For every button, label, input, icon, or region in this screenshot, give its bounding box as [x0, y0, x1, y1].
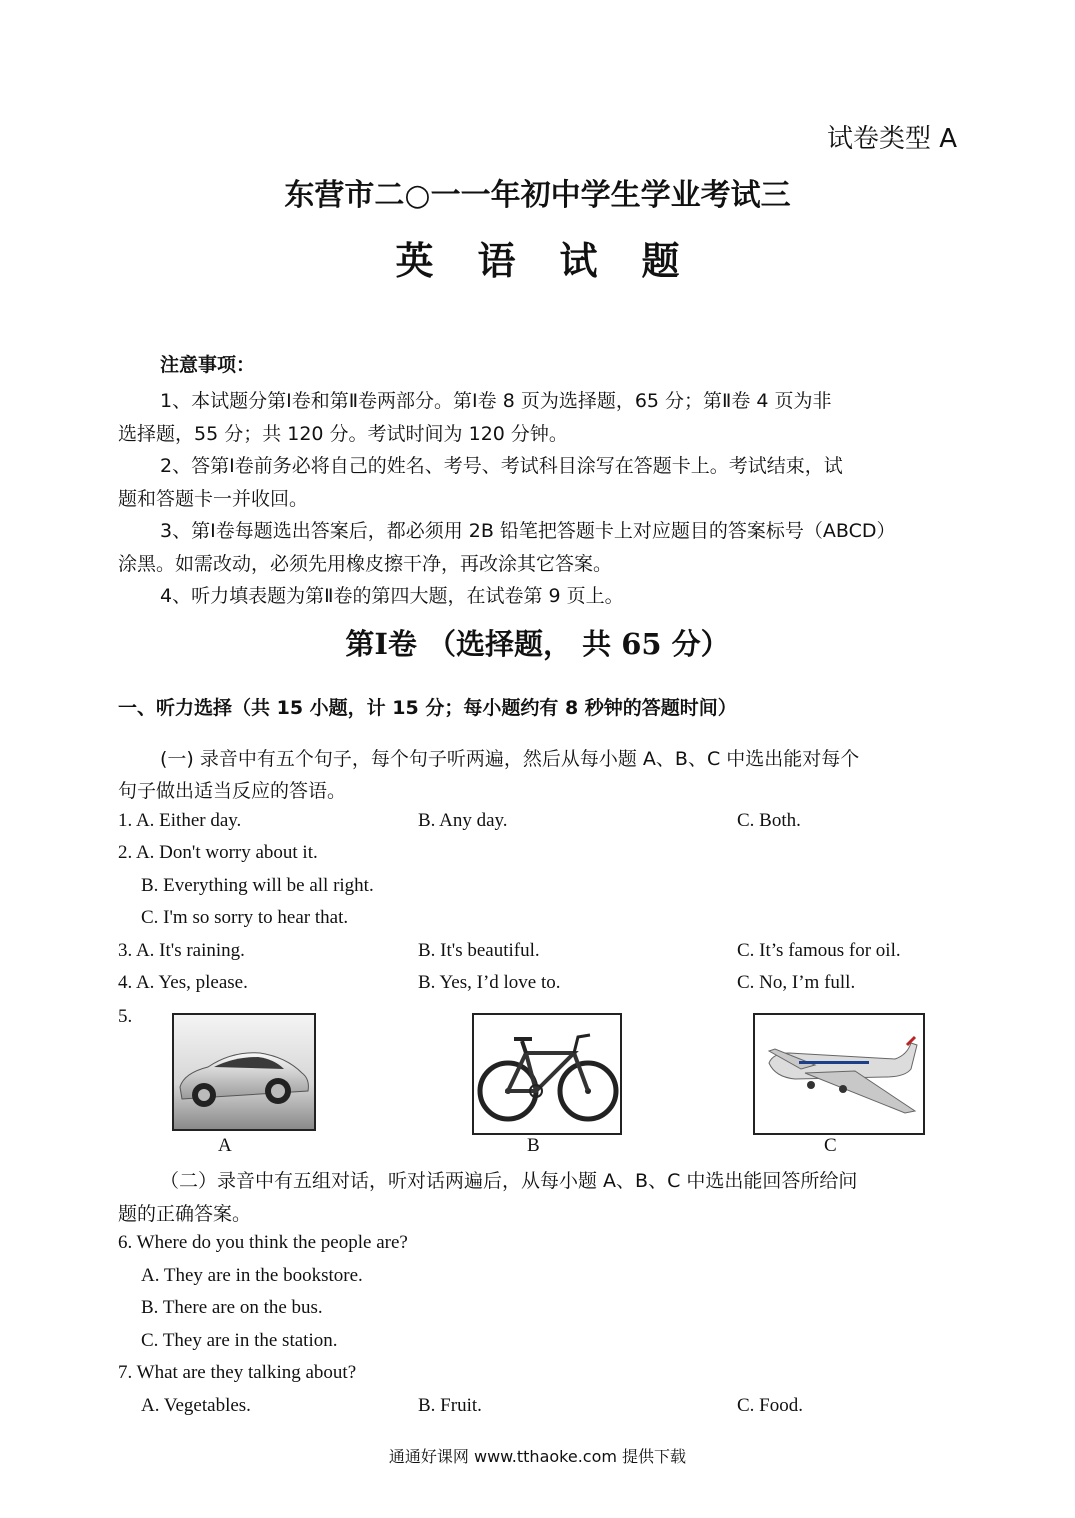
- notice-line: 1、本试题分第Ⅰ卷和第Ⅱ卷两部分。第Ⅰ卷 8 页为选择题，65 分；第Ⅱ卷 4 页为非: [160, 390, 832, 412]
- q2-option-a: 2. A. Don't worry about it.: [118, 842, 318, 863]
- q3-option-b: B. It's beautiful.: [418, 940, 540, 961]
- sub-intro-1: 句子做出适当反应的答语。: [118, 780, 347, 802]
- q3-option-a: 3. A. It's raining.: [118, 940, 245, 961]
- exam-title: 东营市二○一一年初中学生学业考试三: [284, 178, 791, 213]
- bicycle-icon: [474, 1015, 620, 1133]
- car-icon: [174, 1015, 314, 1129]
- notice-line: 题和答题卡一并收回。: [118, 488, 309, 510]
- bicycle-picture: [472, 1013, 622, 1135]
- q7-option-b: B. Fruit.: [418, 1395, 482, 1416]
- car-picture: [172, 1013, 316, 1131]
- notice-line: 4、听力填表题为第Ⅱ卷的第四大题，在试卷第 9 页上。: [160, 585, 624, 607]
- q7-option-c: C. Food.: [737, 1395, 803, 1416]
- airplane-icon: [755, 1015, 923, 1133]
- q4-option-a: 4. A. Yes, please.: [118, 972, 248, 993]
- picture-label-a: A: [218, 1135, 232, 1156]
- section-title: 第Ⅰ卷 （选择题， 共 65 分）: [345, 627, 730, 661]
- notice-line: 3、第Ⅰ卷每题选出答案后，都必须用 2B 铅笔把答题卡上对应题目的答案标号（ABCD）: [160, 520, 896, 542]
- q6-option-a: A. They are in the bookstore.: [141, 1265, 363, 1286]
- q1-option-a: 1. A. Either day.: [118, 810, 242, 831]
- q6-option-c: C. They are in the station.: [141, 1330, 338, 1351]
- picture-label-c: C: [824, 1135, 837, 1156]
- airplane-picture: [753, 1013, 925, 1135]
- q7-option-a: A. Vegetables.: [141, 1395, 251, 1416]
- paper-type: 试卷类型 A: [826, 124, 957, 154]
- q2-option-b: B. Everything will be all right.: [141, 875, 374, 896]
- q6-option-b: B. There are on the bus.: [141, 1297, 323, 1318]
- notice-heading: 注意事项：: [160, 354, 256, 376]
- q1-option-b: B. Any day.: [418, 810, 508, 831]
- q4-option-c: C. No, I’m full.: [737, 972, 856, 993]
- q6-stem: 6. Where do you think the people are?: [118, 1232, 408, 1253]
- sub-intro-1: (一) 录音中有五个句子，每个句子听两遍，然后从每小题 A、B、C 中选出能对每个: [160, 748, 860, 770]
- footer: 通通好课网 www.tthaoke.com 提供下载: [388, 1447, 687, 1466]
- q3-option-c: C. It’s famous for oil.: [737, 940, 901, 961]
- notice-line: 2、答第Ⅰ卷前务必将自己的姓名、考号、考试科目涂写在答题卡上。考试结束，试: [160, 455, 843, 477]
- notice-line: 涂黑。如需改动，必须先用橡皮擦干净，再改涂其它答案。: [118, 553, 613, 575]
- q5-number: 5.: [118, 1006, 133, 1027]
- sub-intro-2: 题的正确答案。: [118, 1203, 252, 1225]
- q4-option-b: B. Yes, I’d love to.: [418, 972, 561, 993]
- subject-title: 英语试题: [395, 239, 724, 283]
- q2-option-c: C. I'm so sorry to hear that.: [141, 907, 349, 928]
- q1-option-c: C. Both.: [737, 810, 801, 831]
- q7-stem: 7. What are they talking about?: [118, 1362, 357, 1383]
- picture-label-b: B: [527, 1135, 540, 1156]
- part-title: 一、听力选择（共 15 小题，计 15 分；每小题约有 8 秒钟的答题时间）: [118, 697, 737, 719]
- notice-line: 选择题，55 分；共 120 分。考试时间为 120 分钟。: [118, 423, 568, 445]
- sub-intro-2: （二）录音中有五组对话，听对话两遍后，从每小题 A、B、C 中选出能回答所给问: [160, 1170, 858, 1192]
